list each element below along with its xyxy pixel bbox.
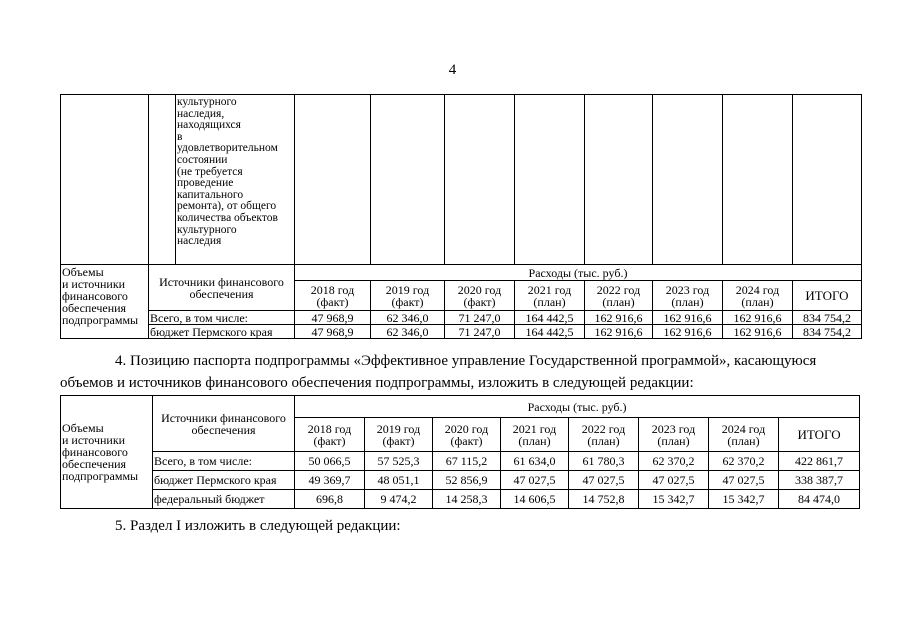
year-label: 2022 год [596, 282, 641, 297]
empty-cell [585, 95, 653, 265]
sources-header: Источники финансового обеспечения [153, 396, 295, 452]
year-type: (факт) [382, 433, 415, 448]
text-line: финансового [62, 445, 128, 459]
table-row [61, 325, 862, 339]
value-cell: 15 342,7 [639, 490, 709, 509]
value-cell: 50 066,5 [295, 452, 365, 471]
text-line: количества объектов [177, 211, 278, 224]
table-row [61, 471, 860, 490]
sources-header: Источники финансового обеспечения [149, 265, 295, 311]
expenses-header: Расходы (тыс. руб.) [295, 265, 862, 281]
source-label: федеральный бюджет [153, 490, 295, 509]
value-cell: 162 916,6 [653, 325, 723, 339]
value-cell: 62 370,2 [639, 452, 709, 471]
paragraph-5: 5. Раздел I изложить в следующей редакции: [115, 518, 401, 534]
indicator-row [61, 95, 862, 265]
year-label: 2023 год [665, 282, 710, 297]
value-cell: 62 346,0 [371, 311, 445, 325]
year-header-cell [569, 418, 639, 452]
text-line: Объемы [62, 421, 104, 435]
year-label: 2024 год [721, 421, 766, 436]
value-cell: 162 916,6 [723, 325, 793, 339]
empty-cell [793, 95, 862, 265]
text-line: проведение [177, 177, 234, 190]
value-cell: 9 474,2 [365, 490, 433, 509]
value-cell: 834 754,2 [793, 311, 862, 325]
empty-cell [371, 95, 445, 265]
source-label: бюджет Пермского края [153, 471, 295, 490]
indicator-cell [149, 95, 295, 265]
year-type: (план) [587, 433, 620, 448]
text-line: культурного [177, 96, 237, 108]
year-type: (факт) [391, 294, 424, 309]
value-cell: 164 442,5 [515, 311, 585, 325]
value-cell: 47 027,5 [501, 471, 569, 490]
year-type: (факт) [313, 433, 346, 448]
financing-table-1 [60, 94, 862, 339]
text-line: подпрограммы [62, 469, 139, 483]
value-cell: 696,8 [295, 490, 365, 509]
value-cell: 47 968,9 [295, 311, 371, 325]
indicator-text [149, 95, 294, 248]
year-type: (факт) [450, 433, 483, 448]
value-cell: 164 442,5 [515, 325, 585, 339]
text-line: и источники [62, 433, 126, 447]
empty-cell [445, 95, 515, 265]
text-line: (не требуется [177, 165, 243, 178]
value-cell: 52 856,9 [433, 471, 501, 490]
year-type: (план) [657, 433, 690, 448]
value-cell: 162 916,6 [585, 311, 653, 325]
text-line: удовлетворительном [177, 142, 278, 155]
text-line: обеспечения [62, 301, 127, 315]
value-cell: 47 027,5 [709, 471, 779, 490]
year-type: (план) [518, 433, 551, 448]
value-cell: 47 027,5 [569, 471, 639, 490]
year-label: 2024 год [735, 282, 780, 297]
year-header-cell [653, 281, 723, 311]
year-label: 2021 год [527, 282, 572, 297]
text-line: Объемы [62, 265, 104, 279]
empty-cell [61, 95, 149, 265]
text-line: культурного [177, 223, 237, 236]
year-label: 2018 год [310, 282, 355, 297]
year-type: (план) [602, 294, 635, 309]
year-type: (план) [533, 294, 566, 309]
paragraph-4-line: 4. Позицию паспорта подпрограммы «Эффективное управление Государственной программой», касающуюся [115, 353, 817, 369]
value-cell: 14 752,8 [569, 490, 639, 509]
empty-cell [653, 95, 723, 265]
volumes-label [61, 265, 149, 339]
year-label: 2022 год [581, 421, 626, 436]
value-cell: 84 474,0 [779, 490, 860, 509]
value-cell: 14 258,3 [433, 490, 501, 509]
volumes-label [61, 396, 153, 509]
year-header-cell [295, 418, 365, 452]
value-cell: 48 051,1 [365, 471, 433, 490]
header-row-1 [61, 265, 862, 281]
year-label: 2019 год [376, 421, 421, 436]
value-cell: 62 370,2 [709, 452, 779, 471]
text-line: и источники [62, 277, 126, 291]
value-cell: 14 606,5 [501, 490, 569, 509]
text-line: ремонта), от общего [177, 200, 277, 213]
year-header-cell [515, 281, 585, 311]
text-line: обеспечения [62, 457, 127, 471]
page-number: 4 [448, 62, 457, 78]
total-header: ИТОГО [793, 281, 862, 311]
text-line: финансового [62, 289, 128, 303]
value-cell: 61 634,0 [501, 452, 569, 471]
year-header-cell [365, 418, 433, 452]
text-line: в [177, 130, 183, 143]
value-cell: 834 754,2 [793, 325, 862, 339]
total-header: ИТОГО [779, 418, 860, 452]
text-line: наследия [177, 235, 222, 248]
value-cell: 162 916,6 [723, 311, 793, 325]
value-cell: 57 525,3 [365, 452, 433, 471]
value-cell: 71 247,0 [445, 325, 515, 339]
year-header-cell [445, 281, 515, 311]
empty-cell [515, 95, 585, 265]
table-row [61, 311, 862, 325]
year-header-cell [295, 281, 371, 311]
year-header-cell [585, 281, 653, 311]
value-cell: 162 916,6 [653, 311, 723, 325]
empty-cell [295, 95, 371, 265]
text-line: состоянии [177, 153, 228, 166]
year-header-cell [501, 418, 569, 452]
value-cell: 49 369,7 [295, 471, 365, 490]
year-type: (план) [671, 294, 704, 309]
table-row [61, 452, 860, 471]
year-header-cell [709, 418, 779, 452]
value-cell: 338 387,7 [779, 471, 860, 490]
text-line: капитального [177, 188, 244, 201]
year-type: (план) [727, 433, 760, 448]
year-header-cell [371, 281, 445, 311]
year-type: (факт) [463, 294, 496, 309]
text-line: находящихся [177, 119, 241, 132]
text-line: наследия, [177, 107, 225, 120]
source-label: Всего, в том числе: [153, 452, 295, 471]
value-cell: 422 861,7 [779, 452, 860, 471]
header-row-1 [61, 396, 860, 418]
value-cell: 61 780,3 [569, 452, 639, 471]
year-header-cell [433, 418, 501, 452]
value-cell: 67 115,2 [433, 452, 501, 471]
value-cell: 71 247,0 [445, 311, 515, 325]
year-label: 2023 год [651, 421, 696, 436]
value-cell: 47 968,9 [295, 325, 371, 339]
text-line: подпрограммы [62, 313, 139, 327]
year-type: (план) [741, 294, 774, 309]
value-cell: 162 916,6 [585, 325, 653, 339]
financing-table-2 [60, 395, 860, 509]
source-label: бюджет Пермского края [149, 325, 295, 339]
year-label: 2020 год [444, 421, 489, 436]
value-cell: 15 342,7 [709, 490, 779, 509]
year-label: 2018 год [307, 421, 352, 436]
paragraph-4-line: объемов и источников финансового обеспечения подпрограммы, изложить в следующей редакции: [60, 375, 694, 391]
table-row [61, 490, 860, 509]
year-label: 2019 год [385, 282, 430, 297]
empty-cell [723, 95, 793, 265]
paragraph-4 [60, 350, 853, 394]
year-label: 2021 год [512, 421, 557, 436]
value-cell: 62 346,0 [371, 325, 445, 339]
year-label: 2020 год [457, 282, 502, 297]
value-cell: 47 027,5 [639, 471, 709, 490]
year-header-cell [639, 418, 709, 452]
expenses-header: Расходы (тыс. руб.) [295, 396, 860, 418]
source-label: Всего, в том числе: [149, 311, 295, 325]
year-header-cell [723, 281, 793, 311]
year-type: (факт) [316, 294, 349, 309]
